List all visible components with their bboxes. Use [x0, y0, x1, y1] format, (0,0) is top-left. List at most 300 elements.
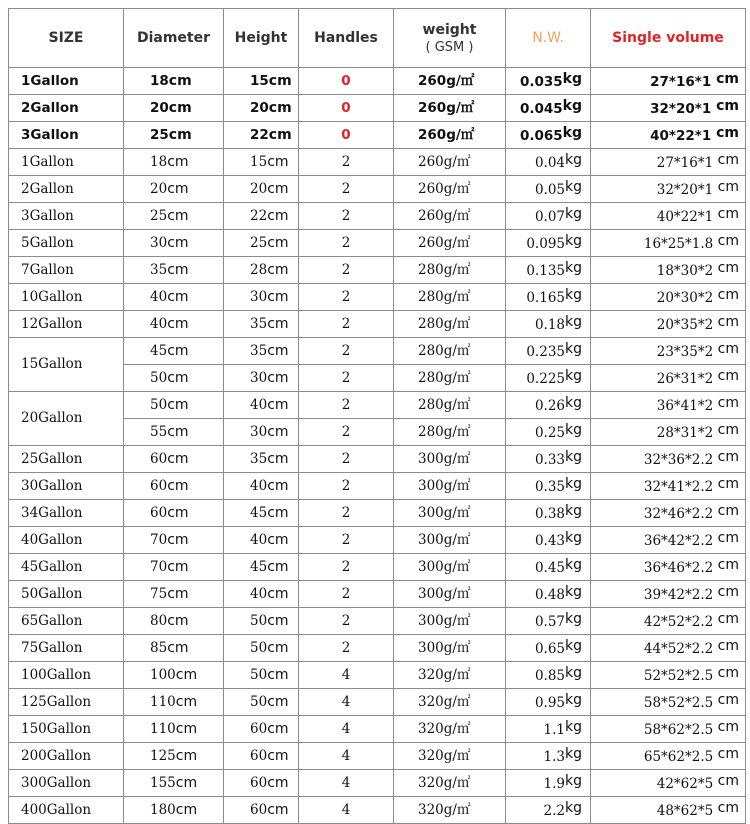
weight-unit: g/㎡ [443, 450, 471, 467]
net-weight-unit: kg [565, 179, 582, 195]
cell-volume [591, 473, 746, 500]
height-unit: cm [267, 801, 289, 818]
diameter-unit: cm [167, 153, 189, 170]
weight-value: 280 [418, 288, 444, 305]
volume-unit: cm [713, 719, 739, 735]
table-row [9, 770, 746, 797]
cell-weight [394, 500, 506, 527]
cell-size: 10Gallon [9, 284, 124, 311]
cell-net-weight [506, 68, 591, 95]
cell-size: 1Gallon [9, 68, 124, 95]
cell-net-weight [506, 743, 591, 770]
diameter-unit: cm [175, 801, 198, 818]
cell-volume [591, 311, 746, 338]
cell-height [224, 554, 299, 581]
cell-handles: 4 [299, 716, 394, 743]
weight-unit: g/㎡ [443, 180, 471, 197]
diameter-unit: cm [167, 234, 189, 251]
net-weight-value: 0.135 [526, 263, 565, 279]
weight-value: 280 [418, 396, 444, 413]
table-row [9, 689, 746, 716]
cell-size: 100Gallon [9, 662, 124, 689]
diameter-value: 30 [150, 234, 168, 251]
cell-height [224, 662, 299, 689]
diameter-value: 75 [150, 585, 168, 602]
cell-handles: 2 [299, 284, 394, 311]
height-value: 60 [250, 801, 268, 818]
cell-diameter [124, 581, 224, 608]
net-weight-unit: kg [565, 476, 582, 492]
table-row [9, 257, 746, 284]
cell-net-weight [506, 203, 591, 230]
cell-volume [591, 527, 746, 554]
cell-height [224, 122, 299, 149]
weight-value: 320 [418, 747, 444, 764]
cell-height [224, 203, 299, 230]
diameter-value: 110 [150, 720, 176, 737]
cell-handles: 2 [299, 311, 394, 338]
cell-net-weight [506, 311, 591, 338]
height-unit: cm [267, 315, 289, 332]
height-unit: cm [267, 261, 289, 278]
diameter-value: 35 [150, 261, 168, 278]
table-row [9, 797, 746, 824]
weight-value: 260 [418, 126, 447, 143]
cell-height [224, 338, 299, 365]
diameter-unit: cm [167, 558, 189, 575]
cell-net-weight [506, 662, 591, 689]
weight-value: 300 [418, 477, 444, 494]
cell-diameter [124, 473, 224, 500]
net-weight-unit: kg [565, 800, 582, 816]
cell-size: 200Gallon [9, 743, 124, 770]
cell-net-weight [506, 797, 591, 824]
cell-diameter [124, 122, 224, 149]
cell-height [224, 95, 299, 122]
diameter-value: 70 [150, 558, 168, 575]
cell-handles: 2 [299, 527, 394, 554]
volume-value: 32*36*2.2 [643, 452, 714, 468]
net-weight-value: 0.57 [534, 614, 565, 630]
volume-value: 16*25*1.8 [643, 236, 714, 252]
volume-value: 32*20*1 [656, 182, 714, 198]
cell-net-weight [506, 527, 591, 554]
diameter-value: 40 [150, 315, 168, 332]
diameter-value: 40 [150, 288, 168, 305]
cell-net-weight [506, 95, 591, 122]
cell-handles: 0 [299, 68, 394, 95]
cell-net-weight [506, 365, 591, 392]
height-unit: cm [267, 180, 289, 197]
cell-weight [394, 68, 506, 95]
height-value: 22 [250, 126, 269, 143]
height-unit: cm [267, 288, 289, 305]
cell-volume [591, 95, 746, 122]
height-value: 50 [250, 693, 268, 710]
weight-unit: g/㎡ [443, 747, 471, 764]
cell-volume [591, 284, 746, 311]
cell-diameter [124, 635, 224, 662]
volume-unit: cm [713, 746, 739, 762]
diameter-unit: cm [175, 747, 198, 764]
cell-volume [591, 392, 746, 419]
weight-unit: g/㎡ [443, 666, 471, 683]
volume-unit: cm [711, 125, 739, 141]
cell-handles: 2 [299, 473, 394, 500]
weight-value: 260 [418, 180, 444, 197]
height-value: 45 [250, 558, 268, 575]
cell-net-weight [506, 122, 591, 149]
net-weight-unit: kg [565, 152, 582, 168]
weight-value: 320 [418, 774, 444, 791]
cell-net-weight [506, 446, 591, 473]
diameter-value: 55 [150, 423, 168, 440]
net-weight-unit: kg [565, 692, 582, 708]
weight-value: 320 [418, 720, 444, 737]
cell-weight [394, 284, 506, 311]
height-value: 28 [250, 261, 268, 278]
volume-value: 58*62*2.5 [643, 722, 714, 738]
volume-value: 27*16*1 [650, 74, 712, 90]
height-unit: cm [268, 99, 292, 116]
cell-height [224, 797, 299, 824]
weight-value: 300 [418, 450, 444, 467]
volume-unit: cm [713, 665, 739, 681]
height-value: 50 [250, 612, 268, 629]
volume-unit: cm [713, 314, 739, 330]
volume-unit: cm [711, 71, 739, 87]
net-weight-value: 0.48 [534, 587, 565, 603]
cell-handles: 4 [299, 689, 394, 716]
cell-diameter [124, 500, 224, 527]
volume-unit: cm [713, 341, 739, 357]
height-value: 40 [250, 585, 268, 602]
volume-value: 20*30*2 [656, 290, 714, 306]
cell-height [224, 230, 299, 257]
cell-handles: 2 [299, 392, 394, 419]
volume-unit: cm [713, 773, 739, 789]
cell-volume [591, 608, 746, 635]
cell-volume [591, 689, 746, 716]
weight-unit: g/㎡ [443, 504, 471, 521]
cell-weight [394, 176, 506, 203]
cell-weight [394, 419, 506, 446]
height-unit: cm [267, 450, 289, 467]
volume-value: 42*52*2.2 [643, 614, 714, 630]
cell-net-weight [506, 770, 591, 797]
weight-unit: g/㎡ [443, 477, 471, 494]
diameter-value: 18 [150, 72, 169, 89]
net-weight-value: 0.235 [526, 344, 565, 360]
net-weight-unit: kg [565, 557, 582, 573]
cell-weight [394, 203, 506, 230]
table-row [9, 473, 746, 500]
weight-value: 260 [418, 153, 444, 170]
cell-net-weight [506, 608, 591, 635]
height-value: 60 [250, 720, 268, 737]
cell-height [224, 770, 299, 797]
height-unit: cm [267, 504, 289, 521]
table-header [9, 9, 746, 68]
diameter-unit: cm [175, 693, 198, 710]
net-weight-unit: kg [565, 449, 582, 465]
cell-diameter [124, 662, 224, 689]
diameter-value: 100 [150, 666, 176, 683]
height-value: 15 [250, 72, 269, 89]
weight-value: 300 [418, 531, 444, 548]
net-weight-unit: kg [565, 395, 582, 411]
table-row [9, 527, 746, 554]
net-weight-value: 0.26 [534, 398, 565, 414]
diameter-value: 18 [150, 153, 168, 170]
cell-size: 2Gallon [9, 95, 124, 122]
cell-volume [591, 797, 746, 824]
cell-volume [591, 554, 746, 581]
cell-net-weight [506, 554, 591, 581]
cell-handles: 2 [299, 446, 394, 473]
header-weight-unit: ( GSM ) [425, 39, 474, 55]
cell-weight [394, 689, 506, 716]
net-weight-value: 0.95 [534, 695, 565, 711]
net-weight-value: 0.33 [534, 452, 565, 468]
height-unit: cm [267, 720, 289, 737]
volume-unit: cm [713, 233, 739, 249]
height-unit: cm [267, 639, 289, 656]
diameter-value: 50 [150, 369, 168, 386]
weight-unit: g/㎡ [446, 126, 475, 143]
cell-size: 20Gallon [9, 392, 124, 446]
height-unit: cm [267, 369, 289, 386]
diameter-value: 125 [150, 747, 176, 764]
weight-unit: g/㎡ [446, 72, 475, 89]
net-weight-unit: kg [562, 71, 582, 87]
weight-unit: g/㎡ [446, 99, 475, 116]
cell-weight [394, 446, 506, 473]
volume-value: 39*42*2.2 [643, 587, 714, 603]
net-weight-value: 0.25 [534, 425, 565, 441]
cell-size: 50Gallon [9, 581, 124, 608]
cell-height [224, 473, 299, 500]
height-unit: cm [267, 558, 289, 575]
table-row [9, 338, 746, 365]
cell-diameter [124, 257, 224, 284]
cell-handles: 2 [299, 257, 394, 284]
volume-unit: cm [713, 449, 739, 465]
cell-handles: 2 [299, 203, 394, 230]
cell-net-weight [506, 392, 591, 419]
cell-size: 2Gallon [9, 176, 124, 203]
weight-unit: g/㎡ [443, 315, 471, 332]
diameter-unit: cm [167, 261, 189, 278]
net-weight-value: 0.225 [526, 371, 565, 387]
cell-handles: 2 [299, 581, 394, 608]
diameter-value: 60 [150, 450, 168, 467]
cell-handles: 2 [299, 176, 394, 203]
cell-diameter [124, 284, 224, 311]
cell-weight [394, 554, 506, 581]
cell-handles: 2 [299, 554, 394, 581]
height-unit: cm [267, 396, 289, 413]
cell-handles: 4 [299, 770, 394, 797]
cell-height [224, 581, 299, 608]
weight-unit: g/㎡ [443, 369, 471, 386]
volume-unit: cm [713, 287, 739, 303]
net-weight-value: 0.38 [534, 506, 565, 522]
volume-unit: cm [713, 530, 739, 546]
cell-net-weight [506, 230, 591, 257]
weight-unit: g/㎡ [443, 261, 471, 278]
cell-height [224, 176, 299, 203]
volume-value: 26*31*2 [656, 371, 714, 387]
weight-value: 260 [418, 99, 447, 116]
net-weight-value: 0.05 [534, 182, 565, 198]
net-weight-unit: kg [565, 746, 582, 762]
height-unit: cm [268, 72, 292, 89]
volume-value: 36*46*2.2 [643, 560, 714, 576]
cell-diameter [124, 689, 224, 716]
height-unit: cm [267, 666, 289, 683]
height-unit: cm [267, 747, 289, 764]
cell-diameter [124, 527, 224, 554]
height-unit: cm [268, 126, 292, 143]
cell-handles: 0 [299, 122, 394, 149]
weight-value: 280 [418, 423, 444, 440]
header-weight [394, 9, 506, 68]
cell-size: 25Gallon [9, 446, 124, 473]
net-weight-unit: kg [565, 368, 582, 384]
weight-unit: g/㎡ [443, 612, 471, 629]
weight-unit: g/㎡ [443, 234, 471, 251]
cell-diameter [124, 311, 224, 338]
diameter-unit: cm [167, 207, 189, 224]
diameter-unit: cm [167, 288, 189, 305]
cell-net-weight [506, 284, 591, 311]
cell-handles: 4 [299, 797, 394, 824]
cell-size: 125Gallon [9, 689, 124, 716]
net-weight-unit: kg [565, 530, 582, 546]
net-weight-value: 0.07 [534, 209, 565, 225]
cell-height [224, 716, 299, 743]
volume-value: 20*35*2 [656, 317, 714, 333]
cell-weight [394, 581, 506, 608]
table-row [9, 95, 746, 122]
table-row [9, 122, 746, 149]
height-unit: cm [267, 585, 289, 602]
cell-size: 3Gallon [9, 122, 124, 149]
volume-value: 18*30*2 [656, 263, 714, 279]
cell-size: 75Gallon [9, 635, 124, 662]
net-weight-unit: kg [565, 665, 582, 681]
volume-unit: cm [713, 206, 739, 222]
net-weight-unit: kg [562, 98, 582, 114]
diameter-unit: cm [167, 315, 189, 332]
table-row [9, 230, 746, 257]
height-value: 60 [250, 747, 268, 764]
cell-handles: 2 [299, 419, 394, 446]
weight-value: 260 [418, 72, 447, 89]
cell-weight [394, 662, 506, 689]
cell-volume [591, 176, 746, 203]
table-body [9, 68, 746, 824]
diameter-value: 180 [150, 801, 176, 818]
cell-diameter [124, 392, 224, 419]
cell-volume [591, 770, 746, 797]
table-row [9, 203, 746, 230]
height-value: 60 [250, 774, 268, 791]
cell-size: 15Gallon [9, 338, 124, 392]
net-weight-value: 0.045 [519, 101, 563, 117]
cell-net-weight [506, 149, 591, 176]
net-weight-value: 0.18 [534, 317, 565, 333]
volume-value: 44*52*2.2 [643, 641, 714, 657]
cell-net-weight [506, 257, 591, 284]
volume-value: 28*31*2 [656, 425, 714, 441]
height-value: 50 [250, 666, 268, 683]
net-weight-value: 2.2 [543, 803, 565, 819]
volume-unit: cm [713, 152, 739, 168]
height-value: 22 [250, 207, 268, 224]
net-weight-unit: kg [565, 233, 582, 249]
weight-unit: g/㎡ [443, 720, 471, 737]
cell-height [224, 392, 299, 419]
height-value: 35 [250, 450, 268, 467]
cell-size: 400Gallon [9, 797, 124, 824]
table-row [9, 500, 746, 527]
cell-volume [591, 257, 746, 284]
diameter-unit: cm [167, 423, 189, 440]
volume-value: 36*41*2 [656, 398, 714, 414]
header-height: Height [224, 9, 299, 68]
cell-volume [591, 662, 746, 689]
height-unit: cm [267, 693, 289, 710]
volume-unit: cm [713, 638, 739, 654]
cell-net-weight [506, 473, 591, 500]
net-weight-unit: kg [565, 611, 582, 627]
cell-weight [394, 230, 506, 257]
header-handles: Handles [299, 9, 394, 68]
diameter-unit: cm [167, 369, 189, 386]
net-weight-unit: kg [565, 206, 582, 222]
cell-volume [591, 446, 746, 473]
net-weight-unit: kg [565, 638, 582, 654]
net-weight-value: 0.095 [526, 236, 565, 252]
height-value: 45 [250, 504, 268, 521]
cell-size: 5Gallon [9, 230, 124, 257]
cell-height [224, 365, 299, 392]
cell-size: 30Gallon [9, 473, 124, 500]
cell-volume [591, 635, 746, 662]
cell-size: 65Gallon [9, 608, 124, 635]
cell-diameter [124, 176, 224, 203]
height-unit: cm [267, 612, 289, 629]
height-unit: cm [267, 774, 289, 791]
net-weight-value: 0.035 [519, 74, 563, 90]
cell-diameter [124, 338, 224, 365]
diameter-value: 60 [150, 504, 168, 521]
cell-weight [394, 635, 506, 662]
cell-net-weight [506, 176, 591, 203]
table-row [9, 635, 746, 662]
volume-value: 40*22*1 [650, 128, 712, 144]
weight-unit: g/㎡ [443, 423, 471, 440]
cell-weight [394, 338, 506, 365]
cell-height [224, 446, 299, 473]
header-diameter: Diameter [124, 9, 224, 68]
table-row [9, 554, 746, 581]
cell-height [224, 257, 299, 284]
volume-unit: cm [711, 98, 739, 114]
weight-unit: g/㎡ [443, 693, 471, 710]
